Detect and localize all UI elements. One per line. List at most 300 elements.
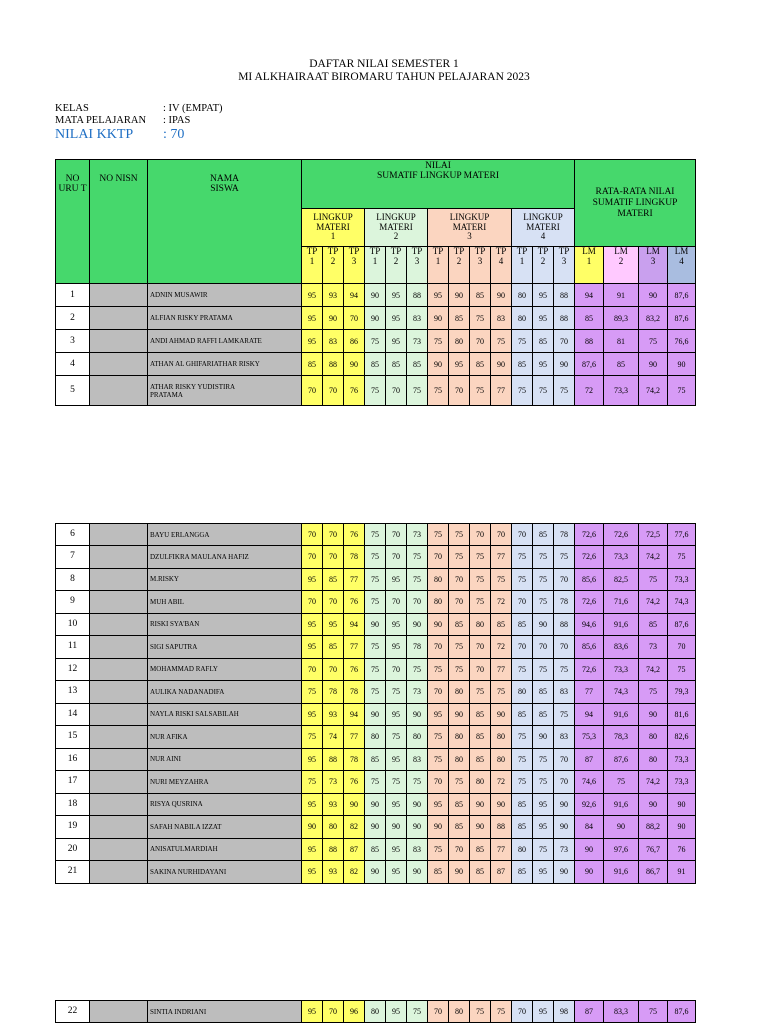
tp-score: 75: [365, 546, 386, 569]
tp-score: 75: [512, 771, 533, 794]
tp-score: 73: [407, 330, 428, 353]
lm-average: 74,6: [575, 771, 604, 794]
tp-score: 70: [386, 546, 407, 569]
table-row: [56, 681, 696, 704]
tp-score: 85: [449, 307, 470, 330]
lm-average: 87: [575, 748, 604, 771]
tp-score: 75: [512, 330, 533, 353]
tp-score: 70: [449, 591, 470, 614]
tp-score: 85: [449, 816, 470, 839]
tp-score: 75: [365, 591, 386, 614]
tp-score: 90: [470, 793, 491, 816]
header-tp-9: TP 3: [470, 247, 491, 284]
tp-score: 95: [386, 284, 407, 307]
student-name: [148, 703, 302, 726]
lm-average: 94: [575, 284, 604, 307]
kelas-label: KELAS: [55, 103, 89, 114]
lm-average: 81,6: [668, 703, 696, 726]
table-row: [56, 330, 696, 353]
header-lingkup-materi-4: LINGKUP MATERI 4: [512, 209, 575, 247]
tp-score: 75: [533, 546, 554, 569]
tp-score: 70: [323, 546, 344, 569]
tp-score: 87: [344, 838, 365, 861]
tp-score: 95: [386, 861, 407, 884]
lm-average: 91,6: [604, 613, 639, 636]
tp-score: 90: [407, 613, 428, 636]
tp-score: 70: [470, 658, 491, 681]
lm-average: 84: [575, 816, 604, 839]
tp-score: 90: [449, 284, 470, 307]
tp-score: 78: [554, 591, 575, 614]
header-lm-2: LM 2: [604, 247, 639, 284]
tp-score: 78: [344, 748, 365, 771]
tp-score: 70: [386, 658, 407, 681]
tp-score: 75: [449, 546, 470, 569]
tp-score: 80: [449, 681, 470, 704]
tp-score: 80: [323, 816, 344, 839]
tp-score: 70: [554, 568, 575, 591]
lm-average: 76,6: [668, 330, 696, 353]
tp-score: 80: [407, 726, 428, 749]
lm-average: 90: [668, 816, 696, 839]
tp-score: 75: [533, 748, 554, 771]
tp-score: 95: [533, 793, 554, 816]
tp-score: 75: [470, 376, 491, 406]
grade-table-header: [55, 159, 696, 284]
lm-average: 80: [639, 726, 668, 749]
tp-score: 95: [533, 284, 554, 307]
tp-score: 95: [302, 838, 323, 861]
row-nisn: [90, 793, 148, 816]
student-name: [148, 330, 302, 353]
lm-average: 74,2: [639, 658, 668, 681]
student-name-line: ATHAR RISKY YUDISTIRA: [150, 382, 236, 391]
student-name-line: NUR AFIKA: [150, 732, 188, 741]
tp-score: 75: [428, 726, 449, 749]
tp-score: 83: [407, 748, 428, 771]
tp-score: 70: [554, 771, 575, 794]
header-rata-rata: RATA-RATA NILAI SUMATIF LINGKUP MATERI: [575, 160, 696, 247]
lm-average: 88: [575, 330, 604, 353]
table-row: [56, 838, 696, 861]
tp-score: 90: [554, 861, 575, 884]
tp-score: 70: [491, 524, 512, 546]
tp-score: 75: [428, 748, 449, 771]
student-name: [148, 838, 302, 861]
tp-score: 90: [365, 284, 386, 307]
lm-average: 72,6: [575, 524, 604, 546]
tp-score: 90: [491, 793, 512, 816]
row-nisn: [90, 636, 148, 659]
tp-score: 85: [512, 353, 533, 376]
lm-average: 94: [575, 703, 604, 726]
tp-score: 77: [344, 568, 365, 591]
tp-score: 90: [302, 816, 323, 839]
student-name-line: BAYU ERLANGGA: [150, 530, 210, 539]
tp-score: 80: [365, 726, 386, 749]
tp-score: 95: [428, 703, 449, 726]
tp-score: 88: [323, 353, 344, 376]
student-name-line: SINTIA INDRIANI: [150, 1007, 207, 1016]
lm-average: 72,5: [639, 524, 668, 546]
lm-average: 74,3: [668, 591, 696, 614]
tp-score: 93: [323, 861, 344, 884]
student-name: [148, 546, 302, 569]
tp-score: 75: [470, 591, 491, 614]
tp-score: 80: [365, 1001, 386, 1023]
table-row: [56, 307, 696, 330]
row-number: 21: [56, 861, 90, 884]
student-name-line: ALFIAN RISKY PRATAMA: [150, 314, 233, 322]
tp-score: 70: [449, 568, 470, 591]
row-number: 4: [56, 353, 90, 376]
tp-score: 77: [344, 636, 365, 659]
lm-average: 82,5: [604, 568, 639, 591]
tp-score: 85: [512, 793, 533, 816]
tp-score: 75: [302, 726, 323, 749]
student-name: [148, 636, 302, 659]
tp-score: 70: [470, 524, 491, 546]
row-number: 11: [56, 636, 90, 659]
lm-average: 83,6: [604, 636, 639, 659]
tp-score: 75: [407, 1001, 428, 1023]
mapel-value: : IPAS: [163, 115, 191, 126]
lm-average: 85: [575, 307, 604, 330]
tp-score: 80: [512, 284, 533, 307]
lm-average: 94,6: [575, 613, 604, 636]
row-number: 6: [56, 524, 90, 546]
tp-score: 82: [344, 816, 365, 839]
row-number: 3: [56, 330, 90, 353]
table-row: [56, 861, 696, 884]
tp-score: 95: [386, 613, 407, 636]
tp-score: 90: [365, 816, 386, 839]
lm-average: 88,2: [639, 816, 668, 839]
tp-score: 78: [554, 524, 575, 546]
student-name: [148, 591, 302, 614]
lm-average: 90: [639, 353, 668, 376]
lm-average: 74,2: [639, 546, 668, 569]
tp-score: 95: [302, 284, 323, 307]
tp-score: 70: [533, 636, 554, 659]
lm-average: 72,6: [575, 546, 604, 569]
tp-score: 87: [491, 861, 512, 884]
header-no-urut: NO URU T: [56, 160, 90, 284]
kktp-row: [55, 127, 223, 142]
tp-score: 95: [386, 793, 407, 816]
tp-score: 70: [428, 546, 449, 569]
row-number: 7: [56, 546, 90, 569]
tp-score: 83: [407, 838, 428, 861]
tp-score: 75: [407, 658, 428, 681]
row-nisn: [90, 284, 148, 307]
table-row: [56, 613, 696, 636]
tp-score: 70: [302, 591, 323, 614]
lm-average: 77,6: [668, 524, 696, 546]
student-name: [148, 353, 302, 376]
student-name-line: NUR AINI: [150, 755, 181, 764]
tp-score: 76: [344, 591, 365, 614]
tp-score: 95: [302, 793, 323, 816]
tp-score: 85: [470, 861, 491, 884]
lm-average: 91: [604, 284, 639, 307]
student-name: [148, 613, 302, 636]
tp-score: 73: [554, 838, 575, 861]
lm-average: 70: [668, 636, 696, 659]
tp-score: 95: [533, 353, 554, 376]
student-name: [148, 376, 302, 406]
tp-score: 77: [344, 726, 365, 749]
table-row: [56, 546, 696, 569]
tp-score: 75: [449, 636, 470, 659]
tp-score: 83: [323, 330, 344, 353]
tp-score: 85: [386, 353, 407, 376]
lm-average: 76: [668, 838, 696, 861]
lm-average: 75: [604, 771, 639, 794]
tp-score: 70: [302, 524, 323, 546]
student-name-line: PRATAMA: [150, 390, 183, 399]
tp-score: 75: [554, 546, 575, 569]
tp-score: 94: [344, 703, 365, 726]
tp-score: 70: [302, 376, 323, 406]
tp-score: 75: [533, 376, 554, 406]
header-lingkup-materi-3: LINGKUP MATERI 3: [428, 209, 512, 247]
tp-score: 94: [344, 284, 365, 307]
row-nisn: [90, 376, 148, 406]
lm-average: 72,6: [575, 591, 604, 614]
tp-score: 70: [323, 1001, 344, 1023]
tp-score: 85: [470, 703, 491, 726]
kelas-row: [55, 103, 223, 115]
table-row: [56, 376, 696, 406]
tp-score: 85: [449, 793, 470, 816]
tp-score: 80: [491, 748, 512, 771]
tp-score: 90: [533, 726, 554, 749]
tp-score: 95: [533, 1001, 554, 1023]
lm-average: 75: [639, 1001, 668, 1023]
tp-score: 70: [554, 748, 575, 771]
row-number: 10: [56, 613, 90, 636]
student-name-line: ANISATULMARDIAH: [150, 845, 218, 854]
tp-score: 83: [554, 681, 575, 704]
tp-score: 88: [407, 284, 428, 307]
tp-score: 80: [512, 307, 533, 330]
tp-score: 70: [323, 376, 344, 406]
tp-score: 70: [323, 658, 344, 681]
tp-score: 90: [428, 353, 449, 376]
tp-score: 95: [386, 838, 407, 861]
tp-score: 90: [470, 816, 491, 839]
tp-score: 95: [386, 703, 407, 726]
header-lm-1: LM 1: [575, 247, 604, 284]
lm-average: 81: [604, 330, 639, 353]
tp-score: 80: [512, 838, 533, 861]
tp-score: 85: [533, 681, 554, 704]
tp-score: 70: [512, 1001, 533, 1023]
lm-average: 90: [668, 793, 696, 816]
header-nama-siswa: NAMA SISWA: [148, 160, 302, 284]
tp-score: 95: [386, 1001, 407, 1023]
row-number: 9: [56, 591, 90, 614]
student-name: [148, 524, 302, 546]
tp-score: 98: [554, 1001, 575, 1023]
lm-average: 75,3: [575, 726, 604, 749]
tp-score: 75: [365, 681, 386, 704]
grade-table-block-1: [55, 283, 696, 406]
tp-score: 90: [449, 703, 470, 726]
class-info: [55, 103, 223, 142]
row-number: 2: [56, 307, 90, 330]
lm-average: 85: [604, 353, 639, 376]
row-nisn: [90, 748, 148, 771]
tp-score: 90: [554, 353, 575, 376]
lm-average: 90: [668, 353, 696, 376]
table-row: [56, 1001, 696, 1023]
tp-score: 90: [407, 816, 428, 839]
tp-score: 76: [344, 771, 365, 794]
tp-score: 85: [512, 861, 533, 884]
tp-score: 75: [407, 771, 428, 794]
lm-average: 89,3: [604, 307, 639, 330]
tp-score: 75: [449, 771, 470, 794]
tp-score: 72: [491, 591, 512, 614]
row-number: 16: [56, 748, 90, 771]
row-nisn: [90, 524, 148, 546]
row-nisn: [90, 838, 148, 861]
tp-score: 85: [449, 613, 470, 636]
tp-score: 90: [365, 613, 386, 636]
student-name-line: RISYA QUSRINA: [150, 800, 203, 809]
tp-score: 70: [302, 658, 323, 681]
tp-score: 75: [407, 546, 428, 569]
tp-score: 95: [302, 636, 323, 659]
tp-score: 75: [533, 591, 554, 614]
lm-average: 79,3: [668, 681, 696, 704]
row-number: 13: [56, 681, 90, 704]
lm-average: 83,2: [639, 307, 668, 330]
header-tp-1: TP 1: [302, 247, 323, 284]
lm-average: 90: [575, 838, 604, 861]
tp-score: 70: [470, 330, 491, 353]
tp-score: 75: [470, 1001, 491, 1023]
lm-average: 87,6: [668, 613, 696, 636]
tp-score: 90: [554, 793, 575, 816]
tp-score: 75: [428, 330, 449, 353]
header-tp-2: TP 2: [323, 247, 344, 284]
tp-score: 95: [302, 1001, 323, 1023]
tp-score: 85: [470, 838, 491, 861]
tp-score: 95: [449, 353, 470, 376]
lm-average: 87,6: [668, 307, 696, 330]
tp-score: 90: [365, 861, 386, 884]
tp-score: 85: [365, 353, 386, 376]
lm-average: 82,6: [668, 726, 696, 749]
student-name: [148, 861, 302, 884]
tp-score: 75: [407, 376, 428, 406]
table-row: [56, 568, 696, 591]
lm-average: 85,6: [575, 568, 604, 591]
lm-average: 83,3: [604, 1001, 639, 1023]
tp-score: 85: [302, 353, 323, 376]
lm-average: 92,6: [575, 793, 604, 816]
student-name: [148, 284, 302, 307]
lm-average: 73,3: [668, 568, 696, 591]
header-nilai: [302, 160, 575, 209]
grade-table-block-3: [55, 1000, 696, 1023]
lm-average: 85: [639, 613, 668, 636]
tp-score: 80: [449, 726, 470, 749]
tp-score: 75: [512, 748, 533, 771]
student-name-line: NURI MEYZAHRA: [150, 777, 209, 786]
tp-score: 75: [302, 771, 323, 794]
header-lingkup-materi-1: LINGKUP MATERI 1: [302, 209, 365, 247]
lm-average: 85,6: [575, 636, 604, 659]
tp-score: 75: [428, 524, 449, 546]
tp-score: 75: [470, 568, 491, 591]
student-name-line: MOHAMMAD RAFLY: [150, 665, 218, 674]
tp-score: 94: [344, 613, 365, 636]
tp-score: 70: [512, 524, 533, 546]
lm-average: 91,6: [604, 861, 639, 884]
table-row: [56, 771, 696, 794]
table-row: [56, 816, 696, 839]
row-nisn: [90, 1001, 148, 1023]
tp-score: 95: [428, 793, 449, 816]
student-name-line: NAYLA RISKI SALSABILAH: [150, 710, 239, 719]
tp-score: 95: [302, 307, 323, 330]
lm-average: 87,6: [575, 353, 604, 376]
lm-average: 97,6: [604, 838, 639, 861]
tp-score: 75: [365, 376, 386, 406]
tp-score: 80: [512, 681, 533, 704]
table-row: [56, 591, 696, 614]
tp-score: 75: [470, 307, 491, 330]
tp-score: 93: [323, 793, 344, 816]
lm-average: 86,7: [639, 861, 668, 884]
lm-average: 75: [668, 658, 696, 681]
lm-average: 76,7: [639, 838, 668, 861]
tp-score: 70: [449, 838, 470, 861]
lm-average: 75: [639, 568, 668, 591]
row-nisn: [90, 658, 148, 681]
tp-score: 93: [323, 284, 344, 307]
tp-score: 85: [323, 636, 344, 659]
row-nisn: [90, 330, 148, 353]
tp-score: 75: [491, 330, 512, 353]
lm-average: 90: [639, 284, 668, 307]
table-row: [56, 793, 696, 816]
tp-score: 85: [512, 613, 533, 636]
tp-score: 74: [323, 726, 344, 749]
student-name-line: SIGI SAPUTRA: [150, 642, 198, 651]
student-name: [148, 307, 302, 330]
lm-average: 74,2: [639, 771, 668, 794]
header-tp-11: TP 1: [512, 247, 533, 284]
lm-average: 91: [668, 861, 696, 884]
lm-average: 73,3: [604, 376, 639, 406]
student-name-line: MUH ABIL: [150, 597, 185, 606]
lm-average: 77: [575, 681, 604, 704]
tp-score: 70: [344, 307, 365, 330]
tp-score: 70: [323, 524, 344, 546]
tp-score: 75: [533, 771, 554, 794]
tp-score: 90: [428, 816, 449, 839]
tp-score: 76: [344, 376, 365, 406]
tp-score: 75: [428, 658, 449, 681]
student-name: [148, 658, 302, 681]
tp-score: 88: [323, 838, 344, 861]
row-number: 14: [56, 703, 90, 726]
